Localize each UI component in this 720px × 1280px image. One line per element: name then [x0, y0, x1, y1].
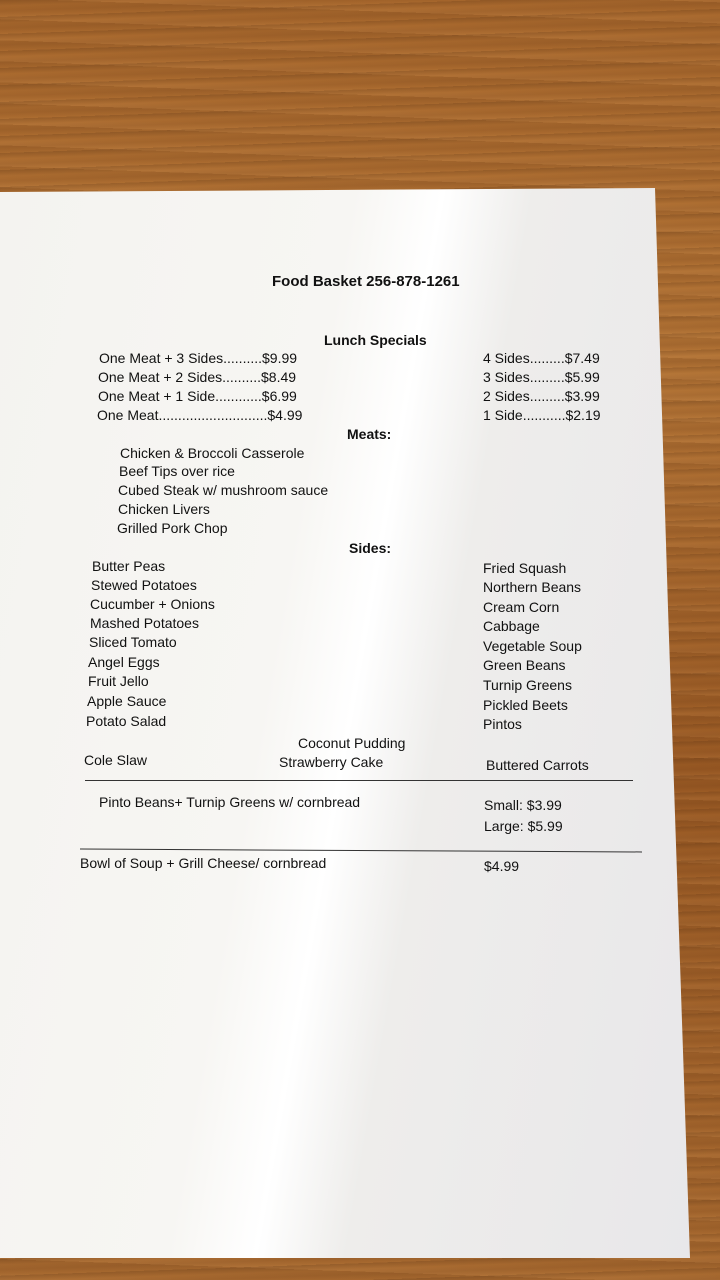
lunch-specials-heading: Lunch Specials	[324, 332, 427, 348]
side-item: Cole Slaw	[84, 752, 148, 768]
side-item: Fried Squash	[483, 560, 567, 576]
special-price-line: One Meat + 2 Sides..........$8.49	[98, 369, 297, 385]
side-item: Cucumber + Onions	[90, 596, 215, 612]
side-item: Mashed Potatoes	[90, 615, 199, 631]
combo-soup-price: $4.99	[484, 858, 520, 874]
sides-price-line: 3 Sides.........$5.99	[483, 369, 600, 385]
dessert-item: Coconut Pudding	[298, 735, 406, 751]
side-item: Fruit Jello	[88, 673, 149, 689]
combo-pinto-large-price: Large: $5.99	[484, 818, 563, 834]
side-item: Pickled Beets	[483, 697, 568, 713]
side-item: Northern Beans	[483, 579, 582, 595]
side-item: Cream Corn	[483, 599, 560, 615]
meat-item: Chicken Livers	[118, 501, 210, 517]
meat-item: Cubed Steak w/ mushroom sauce	[118, 482, 329, 498]
side-item: Buttered Carrots	[486, 757, 589, 773]
side-item: Sliced Tomato	[89, 634, 177, 650]
special-price-line: One Meat + 3 Sides..........$9.99	[99, 350, 298, 366]
sides-price-line: 2 Sides.........$3.99	[483, 388, 600, 404]
side-item: Apple Sauce	[87, 693, 167, 709]
meats-heading: Meats:	[347, 426, 392, 442]
divider-line	[85, 780, 633, 781]
menu-title: Food Basket 256-878-1261	[272, 273, 460, 290]
sides-price-line: 4 Sides.........$7.49	[483, 350, 600, 366]
special-price-line: One Meat............................$4.99	[97, 407, 303, 423]
side-item: Stewed Potatoes	[91, 577, 197, 593]
side-item: Butter Peas	[92, 558, 166, 574]
side-item: Pintos	[483, 716, 522, 732]
dessert-item: Strawberry Cake	[279, 754, 384, 770]
side-item: Vegetable Soup	[483, 638, 582, 654]
side-item: Potato Salad	[86, 713, 167, 729]
sides-heading: Sides:	[349, 540, 392, 556]
side-item: Cabbage	[483, 618, 540, 634]
side-item: Green Beans	[483, 657, 566, 673]
special-price-line: One Meat + 1 Side............$6.99	[98, 388, 297, 404]
combo-pinto-label: Pinto Beans+ Turnip Greens w/ cornbread	[99, 794, 361, 810]
meat-item: Chicken & Broccoli Casserole	[120, 445, 305, 461]
meat-item: Beef Tips over rice	[119, 463, 235, 479]
side-item: Turnip Greens	[483, 677, 572, 693]
meat-item: Grilled Pork Chop	[117, 520, 228, 536]
combo-soup-label: Bowl of Soup + Grill Cheese/ cornbread	[80, 855, 327, 871]
combo-pinto-small-price: Small: $3.99	[484, 797, 562, 813]
sides-price-line: 1 Side...........$2.19	[483, 407, 601, 423]
side-item: Angel Eggs	[88, 654, 160, 670]
